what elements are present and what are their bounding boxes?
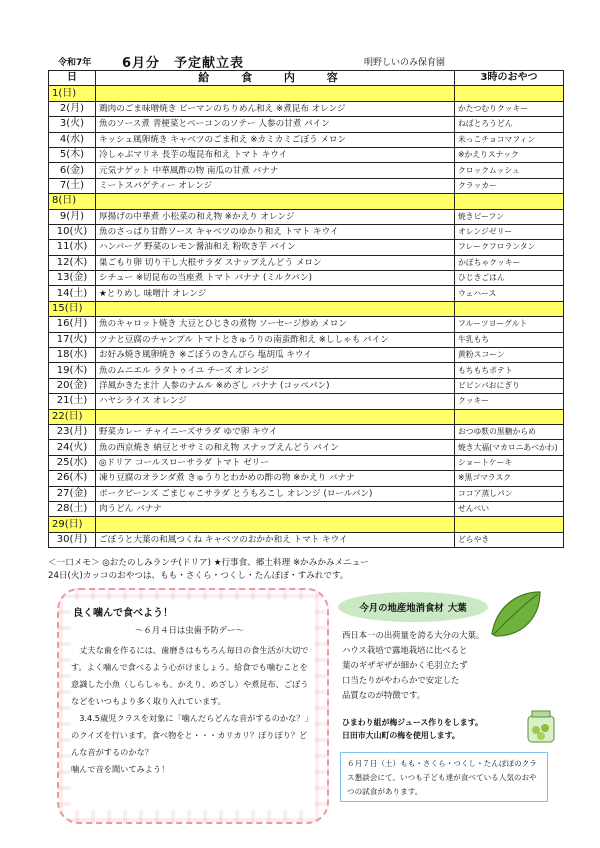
snack-cell: クッキー [455,394,564,409]
snack-cell: ウェハース [455,286,564,301]
school-name: 明野しいのみ保育園 [364,58,446,68]
menu-table [48,70,564,548]
snack-cell: クラッカー [455,178,564,193]
snack-cell [455,409,564,424]
menu-row [49,271,564,286]
sunday-row [49,301,564,316]
meal-cell: 野菜カレー チャイニーズサラダ ゆで卵 キウイ [96,424,455,439]
local-food-line-1: 西日本一の出荷量を誇る大分の大葉。 [342,630,485,640]
meal-cell [96,517,455,532]
menu-header [58,52,558,71]
day-cell: 26(木) [49,471,96,486]
menu-row [49,317,564,332]
menu-row [49,147,564,162]
day-cell: 23(月) [49,424,96,439]
snack-cell: どらやき [455,532,564,547]
day-cell: 22(日) [49,409,96,424]
snack-cell: せんべい [455,501,564,516]
sunday-row [49,517,564,532]
meal-cell [96,301,455,316]
meal-cell: 厚揚げの中華煮 小松菜の和え物 ※かえり オレンジ [96,209,455,224]
meal-cell: ハンバーグ 野菜のレモン醤油和え 粉吹き芋 パイン [96,240,455,255]
day-cell: 5(木) [49,147,96,162]
day-cell: 2(月) [49,101,96,116]
local-food-column [338,588,560,828]
meal-cell: ごぼうと大葉の和風つくね キャベツのおかか和え トマト キウイ [96,532,455,547]
meal-cell: 魚の西京焼き 納豆とササミの和え物 スナップえんどう パイン [96,440,455,455]
day-cell: 10(火) [49,224,96,239]
menu-notes [48,557,568,583]
menu-row [49,471,564,486]
snack-cell: かたつむりクッキー [455,101,564,116]
day-column-header: 日 [49,71,96,86]
menu-row [49,117,564,132]
meal-cell: ハヤシライス オレンジ [96,394,455,409]
snack-cell: ひじきごはん [455,271,564,286]
menu-row [49,101,564,116]
snack-cell [455,517,564,532]
meal-cell: 魚のソース煮 青梗菜とベーコンのソテー 人参の甘煮 パイン [96,117,455,132]
meal-cell [96,86,455,101]
local-food-description [342,628,542,703]
snack-cell: ココア蒸しパン [455,486,564,501]
sunday-row [49,86,564,101]
day-cell: 15(日) [49,301,96,316]
page-title: 6月分 予定献立表 [122,56,245,71]
menu-row [49,178,564,193]
meal-cell: お好み焼き風卵焼き ※ごぼうのきんぴら 塩胡瓜 キウイ [96,348,455,363]
day-cell: 18(水) [49,348,96,363]
meal-cell: シチュー ※切昆布の当座煮 トマト バナナ (ミルクパン) [96,271,455,286]
menu-row [49,163,564,178]
menu-row [49,209,564,224]
snack-cell: 焼き大福(マカロニあべかわ) [455,440,564,455]
day-cell: 28(土) [49,501,96,516]
meal-cell: 魚のムニエル ラタトゥイユ チーズ オレンジ [96,363,455,378]
day-cell: 13(金) [49,271,96,286]
meal-cell: ツナと豆腐のチャンプル トマトときゅうりの南蛮酢和え ※ししゃも パイン [96,332,455,347]
meal-cell [96,409,455,424]
day-cell: 4(水) [49,132,96,147]
snack-cell [455,301,564,316]
meal-cell: 巣ごもり卵 切り干し大根サラダ スナップえんどう メロン [96,255,455,270]
day-cell: 30(月) [49,532,96,547]
chew-panel [71,600,315,810]
tasting-news: ６月７日（土）もも・さくら・つくし・たんぽぽのクラス懇談会にて、いつも子ども達が食べている人気のおやつの試食があります。 [340,752,548,802]
meal-cell: 肉うどん バナナ [96,501,455,516]
meal-cell: ◎ドリア コールスローサラダ トマト ゼリー [96,455,455,470]
menu-row [49,348,564,363]
day-cell: 6(金) [49,163,96,178]
menu-row [49,332,564,347]
meal-cell: 元気ナゲット 中華風酢の物 南瓜の甘煮 バナナ [96,163,455,178]
snack-cell: オレンジゼリー [455,224,564,239]
snack-cell: ※黒ゴマラスク [455,471,564,486]
era-label: 令和7年 [58,58,92,68]
local-food-name: 大葉 [447,603,467,614]
meal-cell [96,194,455,209]
day-cell: 20(金) [49,378,96,393]
menu-table-header [49,71,564,86]
snack-cell: 米っこチョコマフィン [455,132,564,147]
day-cell: 11(水) [49,240,96,255]
meal-cell: 洋風かきたま汁 人参のナムル ※めざし バナナ (コッペパン) [96,378,455,393]
day-cell: 25(水) [49,455,96,470]
menu-row [49,363,564,378]
menu-row [49,240,564,255]
snack-cell: もちもちポテト [455,363,564,378]
menu-row [49,455,564,470]
chew-body [71,642,315,778]
day-cell: 7(土) [49,178,96,193]
menu-row [49,224,564,239]
plum-juice-line-1: ひまわり組が梅ジュース作りをします。 [342,718,483,727]
sunday-row [49,409,564,424]
menu-row [49,378,564,393]
day-cell: 19(木) [49,363,96,378]
snack-cell: おつゆ麩の黒糖からめ [455,424,564,439]
snack-cell: ※かえりスナック [455,147,564,162]
meal-cell: ミートスパゲティー オレンジ [96,178,455,193]
day-cell: 17(火) [49,332,96,347]
snack-cell: 焼きビーフン [455,209,564,224]
snack-cell: 牛乳もち [455,332,564,347]
menu-row [49,394,564,409]
meal-cell: 魚のさっぱり甘酢ソース キャベツのゆかり和え トマト キウイ [96,224,455,239]
snack-column-header: 3時のおやつ [455,71,564,86]
sunday-row [49,194,564,209]
day-cell: 8(日) [49,194,96,209]
day-cell: 24(火) [49,440,96,455]
menu-row [49,501,564,516]
menu-row [49,532,564,547]
day-cell: 12(木) [49,255,96,270]
local-food-line-5: 品質なのが特徴です。 [342,690,426,700]
meal-cell: 鶏肉のごま味噌焼き ピーマンのちりめん和え ※煮昆布 オレンジ [96,101,455,116]
meal-cell: ★とりめし 味噌汁 オレンジ [96,286,455,301]
snack-cell: かぼちゃクッキー [455,255,564,270]
snack-cell: ねばとろうどん [455,117,564,132]
snack-cell [455,86,564,101]
meal-cell: ポークビーンズ ごまじゃこサラダ とうもろこし オレンジ (ロールパン) [96,486,455,501]
menu-row [49,440,564,455]
menu-row [49,486,564,501]
local-food-banner-label: 今月の地産地消食材 [359,603,444,614]
snack-cell: クロックムッシュ [455,163,564,178]
meal-cell: 凍り豆腐のオランダ煮 きゅうりとわかめの酢の物 ※かえり バナナ [96,471,455,486]
menu-row [49,255,564,270]
snack-cell: 黄粉スコーン [455,348,564,363]
menu-row [49,286,564,301]
chew-paragraph-3: 噛んで音を聞いてみよう！ [71,764,170,774]
chew-paragraph-1: 丈夫な歯を作るには、歯磨きはもちろん毎日の食生活が大切です。よく噛んで食べるよう心がけましょう。給食でも噛むことを意識した小魚（しらしゃも、かえり、めざし）や煮昆布、ごぼうなどをいつもより多く取り入れています。 [71,645,309,706]
snack-cell [455,194,564,209]
snack-cell: ビビンパおにぎり [455,378,564,393]
day-cell: 14(土) [49,286,96,301]
snack-note: 24日(火)カッコのおやつは、もも・さくら・つくし・たんぽぽ・すみれです。 [48,571,349,581]
snack-cell: フレークフロランタン [455,240,564,255]
plum-juice-line-2: 日田市大山町の梅を使用します。 [342,731,460,740]
plum-juice-note [342,716,522,742]
menu-row [49,132,564,147]
day-cell: 9(月) [49,209,96,224]
legend-note: ＜一口メモ＞ ◎おたのしみランチ(ドリア) ★行事食、郷土料理 ※かみかみメニュー [48,558,369,568]
day-cell: 16(月) [49,317,96,332]
chew-subtitle: ～６月４日は虫歯予防デー～ [135,625,244,635]
day-cell: 29(日) [49,517,96,532]
snack-cell: フルーツヨーグルト [455,317,564,332]
local-food-line-2: ハウス栽培で露地栽培に比べると [342,645,468,655]
plum-jar-icon [522,708,560,744]
meal-column-header: 給 食 内 容 [96,71,455,86]
chew-column [57,588,329,824]
local-food-banner [338,592,488,622]
day-cell: 27(金) [49,486,96,501]
snack-cell: ショートケーキ [455,455,564,470]
chew-heading: 良く噛んで食べよう！ [73,608,173,619]
day-cell: 21(土) [49,394,96,409]
meal-cell: 冷しゃぶマリネ 長芋の塩昆布和え トマト キウイ [96,147,455,162]
chew-paragraph-2: 3.4.5歳児クラスを対象に「噛んだらどんな音がするのかな？」のクイズを行います。食べ物をと・・・カリカリ？ぽりぽり？どんな音がするのかな？ [71,713,313,757]
local-food-line-3: 葉のギザギザが細かく毛羽立たず [342,660,468,670]
meal-cell: 魚のキャロット焼き 大豆とひじきの煮物 ソーセージ炒め メロン [96,317,455,332]
meal-cell: キッシュ風卵焼き キャベツのごま和え ※カミカミごぼう メロン [96,132,455,147]
day-cell: 1(日) [49,86,96,101]
local-food-line-4: 口当たりがやわらかで安定した [342,675,460,685]
menu-row [49,424,564,439]
day-cell: 3(火) [49,117,96,132]
